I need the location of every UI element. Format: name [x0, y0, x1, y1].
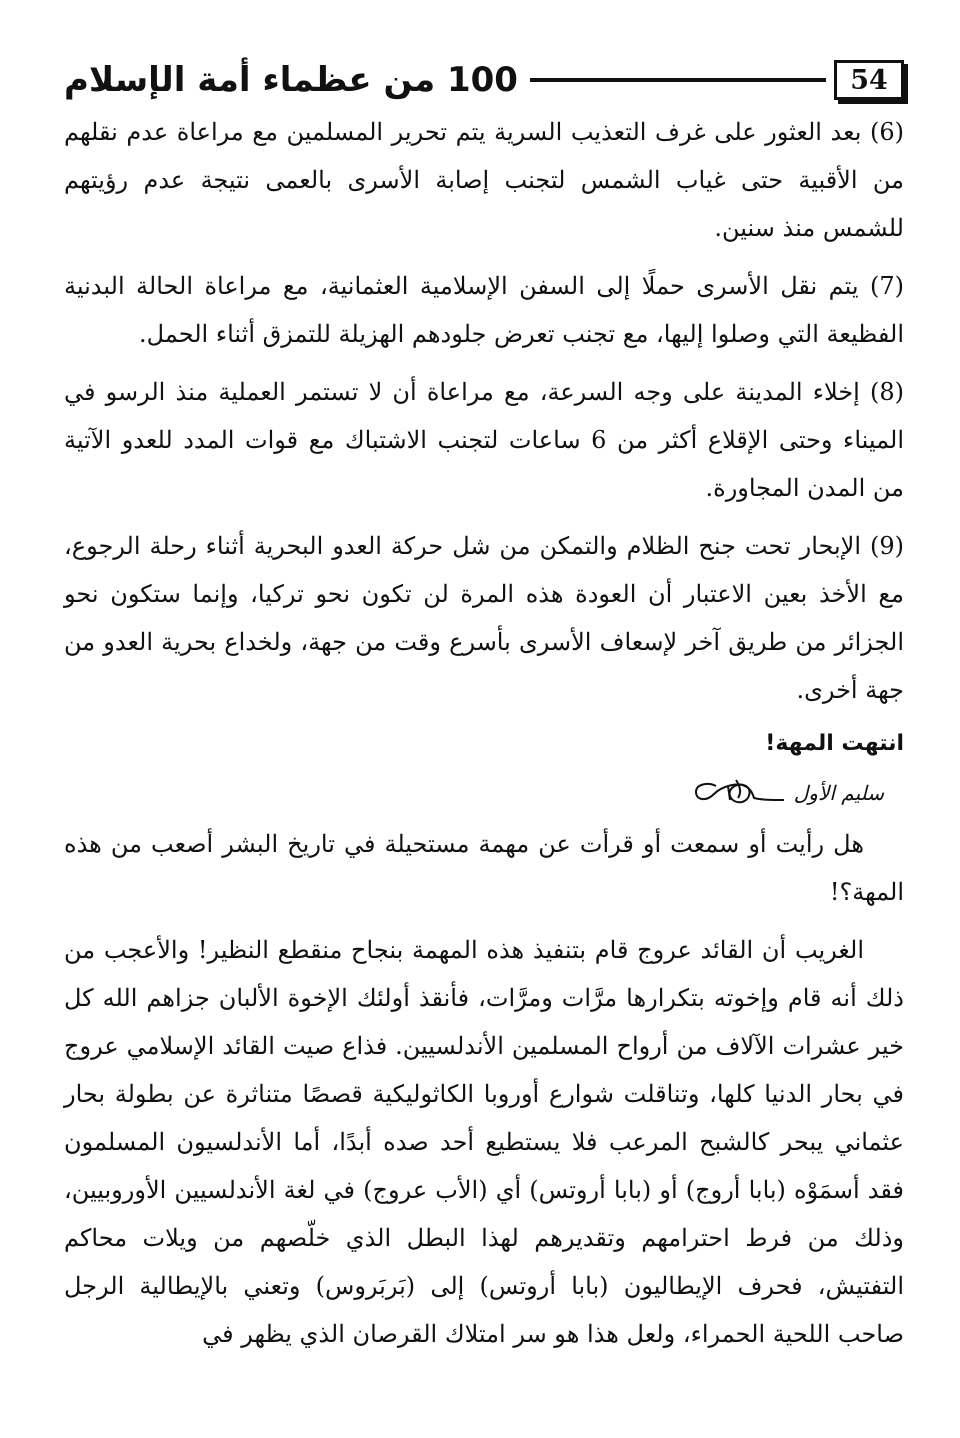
- page-number: 54: [850, 64, 888, 96]
- header-rule: [530, 78, 826, 82]
- paragraph-question: هل رأيت أو سمعت أو قرأت عن مهمة مستحيلة في تاريخ البشر أصعب من هذه المهة؟!: [64, 830, 904, 906]
- book-title: 100 من عظماء أمة الإسلام: [64, 60, 518, 100]
- page-header: [64, 52, 904, 108]
- signature: [64, 770, 884, 816]
- mission-end-note: انتهت المهة!: [765, 731, 904, 756]
- list-item-7: (7) يتم نقل الأسرى حملًا إلى السفن الإسلامية العثمانية، مع مراعاة الحالة البدنية الفظيعة التي وصلوا إليها، مع تجنب تعرض جلودهم الهزيلة للتمزق أثناء الحمل.: [64, 272, 904, 348]
- list-item-9: (9) الإبحار تحت جنح الظلام والتمكن من شل حركة العدو البحرية أثناء رحلة الرجوع، مع الأخذ بعين الاعتبار أن العودة هذه المرة لن تكون نحو تركيا، وإنما ستكون نحو الجزائر من طريق آخر لإسعاف الأسرى بأسرع وقت من جهة، ولخداع بحرية العدو من جهة أخرى.: [64, 532, 904, 704]
- signature-name: سليم الأول: [793, 781, 884, 805]
- list-item-6: (6) بعد العثور على غرف التعذيب السرية يتم تحرير المسلمين مع مراعاة عدم نقلهم من الأقبية حتى غياب الشمس لتجنب إصابة الأسرى بالعمى نتيجة عدم رؤيتهم للشمس منذ سنين.: [64, 118, 904, 242]
- page-number-box: [834, 60, 904, 100]
- signature-flourish-icon: [692, 774, 788, 812]
- paragraph-main: الغريب أن القائد عروج قام بتنفيذ هذه المهمة بنجاح منقطع النظير! والأعجب من ذلك أنه قام وإخوته بتكرارها مرَّات ومرَّات، فأنقذ أولئك الإخوة الألبان جزاهم الله كل خير عشرات الآلاف من أرواح المسلمين الأندلسيين. فذاع صيت القائد الإسلامي عروج في بحار الدنيا كلها، وتناقلت شوارع أوروبا الكاثوليكية قصصًا متناثرة عن بطولة بحار عثماني يبحر كالشبح المرعب فلا يستطيع أحد صده أبدًا، أما الأندلسيون المسلمون فقد أسمَوْه (بابا أروج) أو (بابا أروتس) أي (الأب عروج) في لغة الأندلسيين الأوروبيين، وذلك من فرط احترامهم وتقديرهم لهذا البطل الذي خلّصهم من ويلات محاكم التفتيش، فحرف الإيطاليون (بابا أروتس) إلى (بَربَروس) وتعني بالإيطالية الرجل صاحب اللحية الحمراء، ولعل هذا هو سر امتلاك القرصان الذي يظهر في: [64, 936, 905, 1348]
- page-body: [64, 108, 904, 1358]
- list-item-8: (8) إخلاء المدينة على وجه السرعة، مع مراعاة أن لا تستمر العملية منذ الرسو في الميناء وحتى الإقلاع أكثر من 6 ساعات لتجنب الاشتباك مع قوات المدد للعدو الآتية من المدن المجاورة.: [64, 378, 904, 502]
